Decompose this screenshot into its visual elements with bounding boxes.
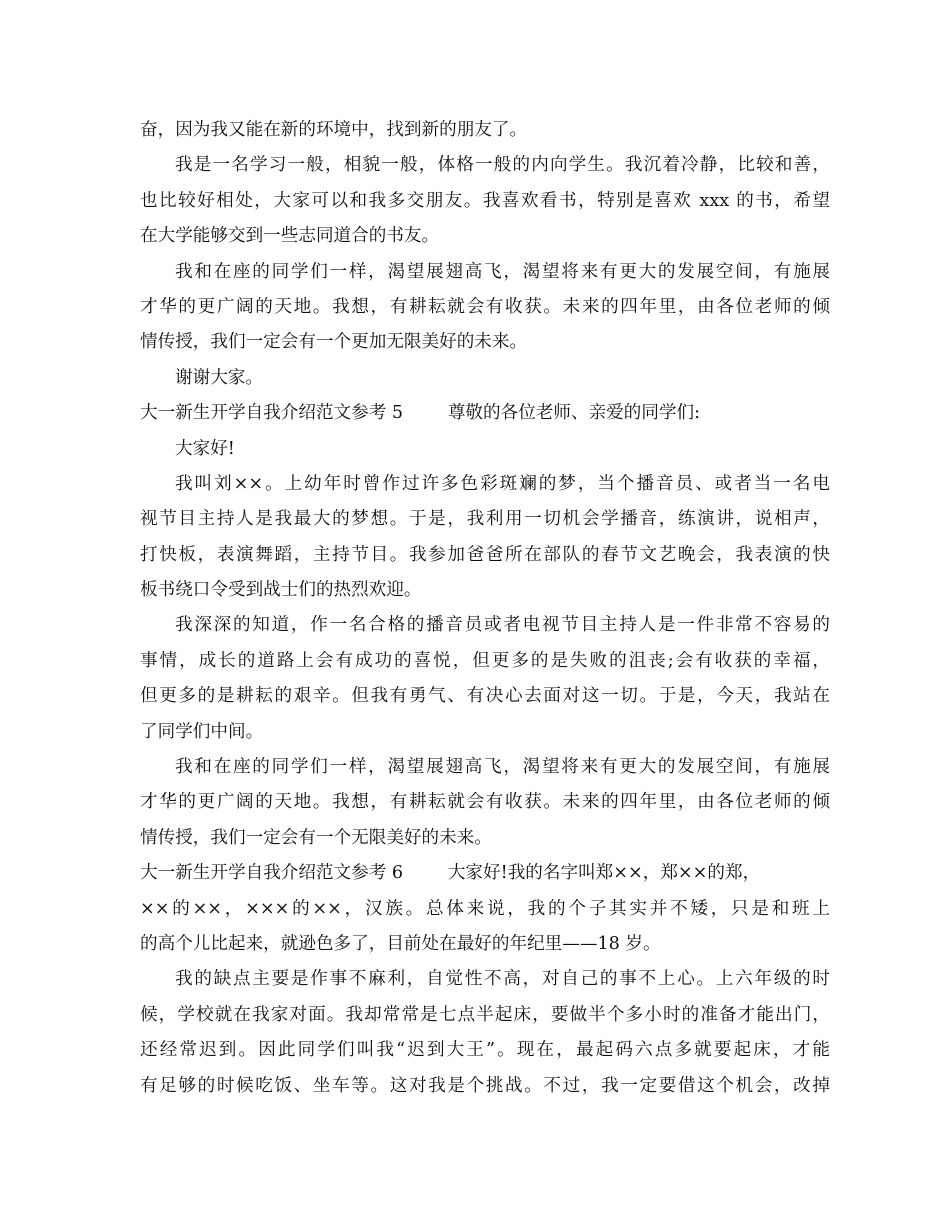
text-line: 还经常迟到。因此同学们叫我“迟到大王”。现在，最起码六点多就要起床，才能 xyxy=(140,1040,830,1061)
text-line: 视节目主持人是我最大的梦想。于是，我利用一切机会学播音，练演讲，说相声， xyxy=(140,509,830,530)
text-line: 了同学们中间。 xyxy=(140,721,264,742)
section-heading-line: 大一新生开学自我介绍范文参考 5 尊敬的各位老师、亲爱的同学们: xyxy=(140,403,701,424)
text-line: 打快板，表演舞蹈，主持节目。我参加爸爸所在部队的春节文艺晚会，我表演的快 xyxy=(140,544,830,565)
text-line: 大家好! xyxy=(175,438,235,459)
text-line: 情传授，我们一定会有一个无限美好的未来。 xyxy=(140,827,492,848)
text-line: 我是一名学习一般，相貌一般，体格一般的内向学生。我沉着冷静，比较和善， xyxy=(175,155,830,176)
text-line: 我和在座的同学们一样，渴望展翅高飞，渴望将来有更大的发展空间，有施展 xyxy=(175,757,830,778)
section-heading-line: 大一新生开学自我介绍范文参考 6 大家好!我的名字叫郑××，郑××的郑， xyxy=(140,863,761,884)
text-line: 也比较好相处，大家可以和我多交朋友。我喜欢看书，特别是喜欢 xxx 的书，希望 xyxy=(140,190,830,211)
text-line: 有足够的时候吃饭、坐车等。这对我是个挑战。不过，我一定要借这个机会，改掉 xyxy=(140,1075,830,1096)
text-line: 我的缺点主要是作事不麻利，自觉性不高，对自己的事不上心。上六年级的时 xyxy=(175,969,830,990)
text-line: 在大学能够交到一些志同道合的书友。 xyxy=(140,226,440,247)
text-line: 的高个儿比起来，就逊色多了，目前处在最好的年纪里——18 岁。 xyxy=(140,933,661,954)
text-line: ××的××，×××的××，汉族。总体来说，我的个子其实并不矮，只是和班上 xyxy=(140,898,830,919)
text-line: 情传授，我们一定会有一个更加无限美好的未来。 xyxy=(140,332,528,353)
text-line: 我叫刘××。上幼年时曾作过许多色彩斑斓的梦，当个播音员、或者当一名电 xyxy=(175,473,830,494)
text-line: 才华的更广阔的天地。我想，有耕耘就会有收获。未来的四年里，由各位老师的倾 xyxy=(140,792,830,813)
text-line: 但更多的是耕耘的艰辛。但我有勇气、有决心去面对这一切。于是，今天，我站在 xyxy=(140,686,830,707)
text-line: 候，学校就在我家对面。我却常常是七点半起床，要做半个多小时的准备才能出门， xyxy=(140,1004,830,1025)
text-line: 事情，成长的道路上会有成功的喜悦，但更多的是失败的沮丧;会有收获的幸福， xyxy=(140,650,830,671)
text-line: 我和在座的同学们一样，渴望展翅高飞，渴望将来有更大的发展空间，有施展 xyxy=(175,261,830,282)
text-line: 板书绕口令受到战士们的热烈欢迎。 xyxy=(140,580,422,601)
document-body xyxy=(140,113,830,1104)
text-line: 我深深的知道，作一名合格的播音员或者电视节目主持人是一件非常不容易的 xyxy=(175,615,830,636)
text-line: 奋，因为我又能在新的环境中，找到新的朋友了。 xyxy=(140,120,528,140)
text-line: 谢谢大家。 xyxy=(175,367,263,388)
text-line: 才华的更广阔的天地。我想，有耕耘就会有收获。未来的四年里，由各位老师的倾 xyxy=(140,296,830,317)
